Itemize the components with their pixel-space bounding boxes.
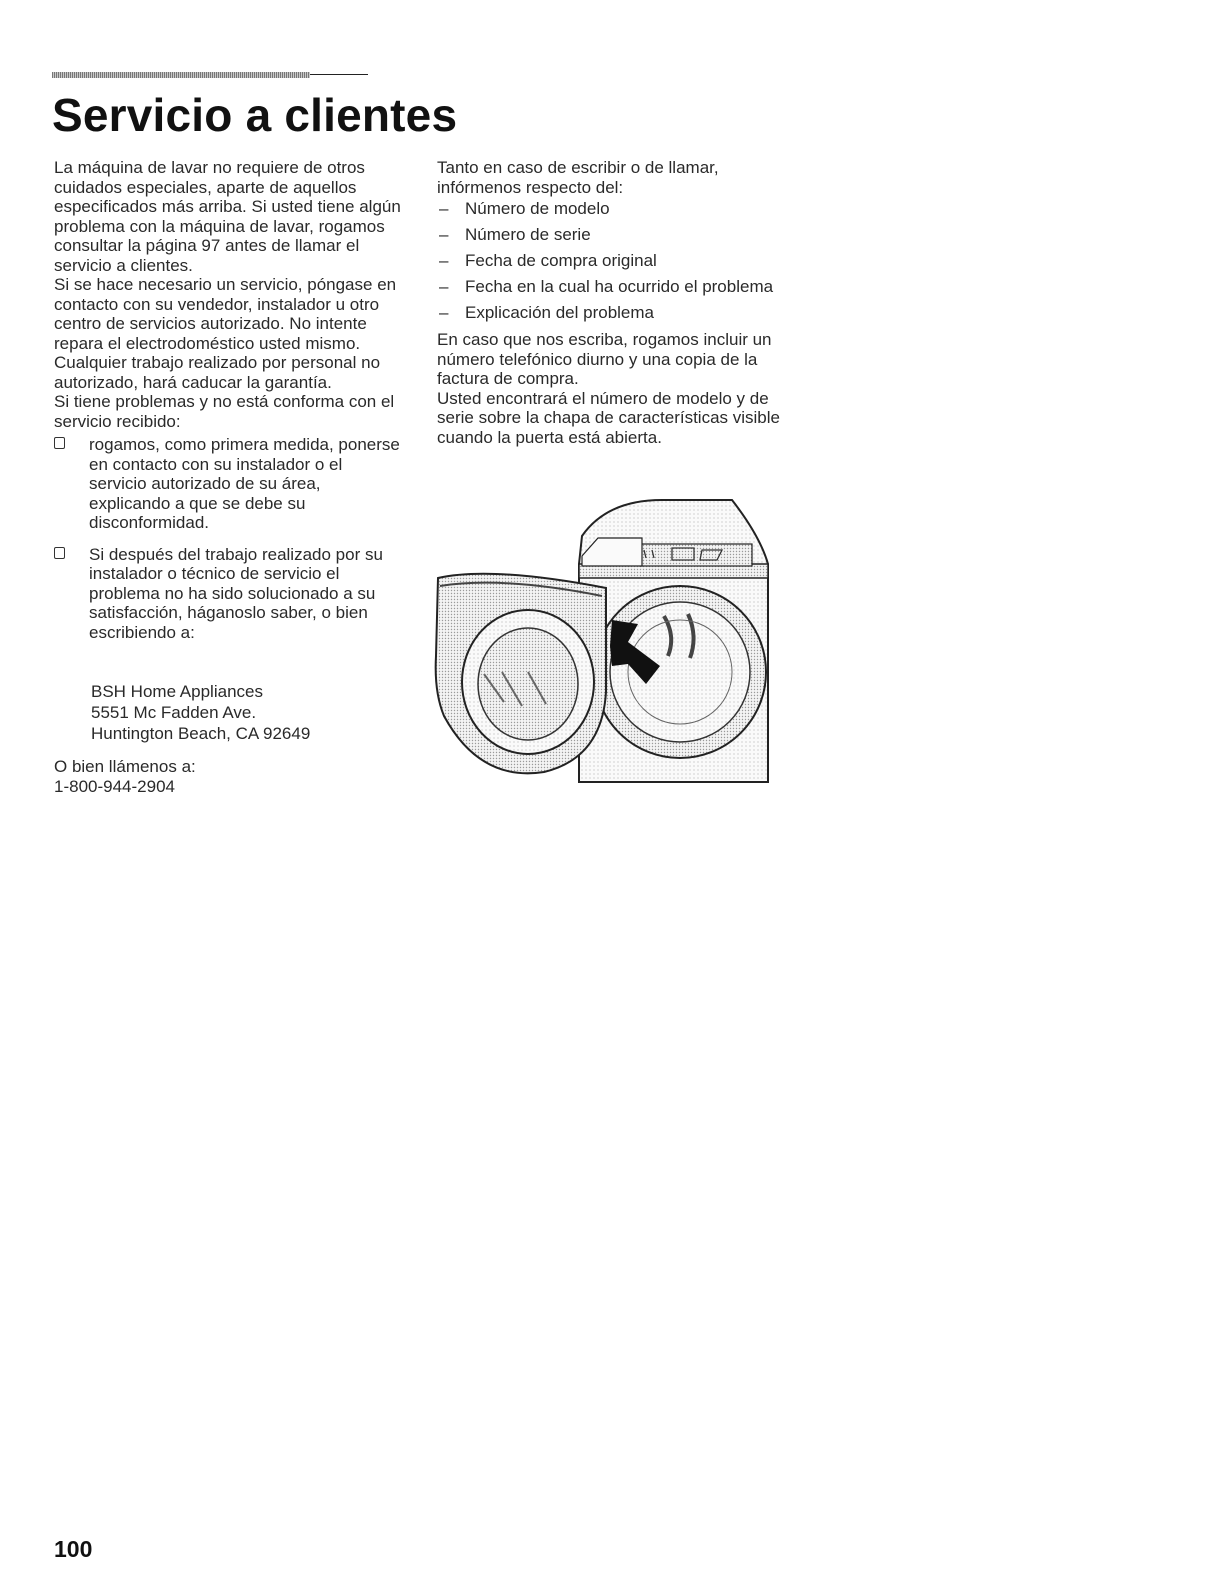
list-item — [437, 199, 782, 218]
address-line: BSH Home Appliances — [91, 682, 263, 701]
checklist-item-text: Si después del trabajo realizado por su instalador o técnico de servicio el problema no ha sido solucionado a su satisfacción, háganoslo saber, o bien escribiendo a: — [89, 544, 383, 642]
info-intro: Tanto en caso de escribir o de llamar, infórmenos respecto del: — [437, 158, 719, 197]
header-rule-bar — [52, 72, 310, 78]
checklist-item — [54, 545, 404, 643]
header-rule-line — [310, 74, 368, 75]
complaint-checklist — [54, 435, 404, 642]
washing-machine-door-open-icon — [432, 496, 772, 792]
list-item — [437, 303, 782, 322]
dash-bullet: – — [439, 277, 449, 296]
checklist-item — [54, 435, 404, 533]
dash-bullet: – — [439, 251, 449, 270]
page-number: 100 — [54, 1536, 93, 1562]
list-item-text: Explicación del problema — [465, 303, 654, 322]
list-item — [437, 225, 782, 244]
letter-paragraph: En caso que nos escriba, rogamos incluir un número telefónico diurno y una copia de la factura de compra. — [437, 330, 772, 388]
checkbox-icon — [54, 437, 65, 449]
right-column — [437, 158, 782, 447]
machine-drum — [594, 586, 766, 758]
intro-paragraph: La máquina de lavar no requiere de otros cuidados especiales, aparte de aquellos especificados más arriba. Si usted tiene algún problema con la máquina de lavar, rogamos consultar la página 97 antes de llamar el servicio a clientes. — [54, 158, 401, 275]
list-item-text: Fecha en la cual ha ocurrido el problema — [465, 277, 774, 296]
control-panel — [640, 544, 752, 566]
dash-bullet: – — [439, 225, 449, 244]
address-line: 5551 Mc Fadden Ave. — [91, 703, 257, 722]
dash-bullet: – — [439, 303, 449, 322]
required-info-list — [437, 199, 782, 322]
list-item-text: Fecha de compra original — [465, 251, 657, 270]
checklist-item-text: rogamos, como primera medida, ponerse en contacto con su instalador o el servicio autorizado de su área, explicando a que se debe su disconformidad. — [89, 435, 400, 532]
checkbox-icon — [54, 547, 65, 559]
mailing-address — [54, 681, 404, 744]
page-title: Servicio a clientes — [52, 89, 458, 141]
list-item — [437, 251, 782, 270]
rating-plate-paragraph: Usted encontrará el número de modelo y de serie sobre la chapa de características visible cuando la puerta está abierta. — [437, 388, 780, 447]
open-door — [436, 574, 606, 774]
phone-number: 1-800-944-2904 — [54, 776, 175, 796]
dash-bullet: – — [439, 199, 449, 218]
list-item-text: Número de modelo — [465, 199, 610, 218]
complaint-paragraph: Si tiene problemas y no está conforma con el servicio recibido: — [54, 392, 395, 431]
service-paragraph: Si se hace necesario un servicio, póngase en contacto con su vendedor, instalador u otro centro de servicios autorizado. No intente repara el electrodoméstico usted mismo. Cualquier trabajo realizado por personal no autorizado, hará caducar la garantía. — [54, 275, 397, 392]
list-item-text: Número de serie — [465, 225, 591, 244]
list-item — [437, 277, 782, 296]
address-line: Huntington Beach, CA 92649 — [91, 724, 311, 743]
phone-intro: O bien llámenos a: — [54, 757, 196, 776]
left-column — [54, 158, 404, 796]
